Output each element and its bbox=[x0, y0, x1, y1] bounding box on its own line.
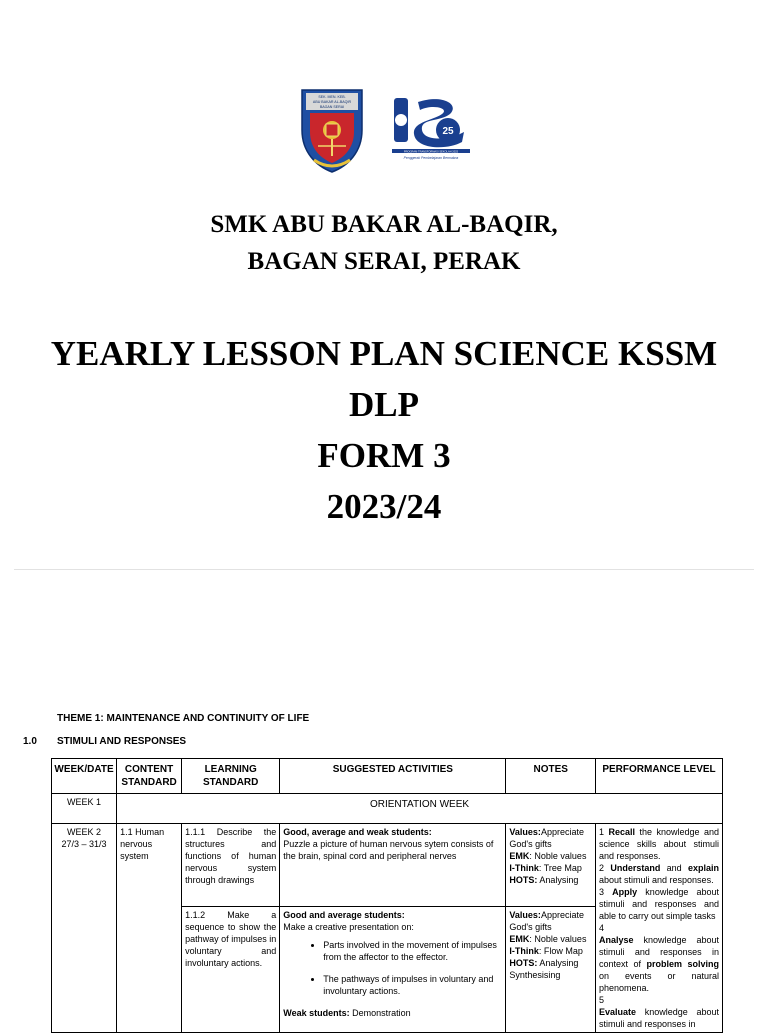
header-suggested-activities: SUGGESTED ACTIVITIES bbox=[280, 759, 506, 794]
header-learning-standard: LEARNING STANDARD bbox=[182, 759, 280, 794]
title-line-4: 2023/24 bbox=[326, 487, 442, 526]
list-item: • The pathways of impulses in voluntary and involuntary actions. bbox=[323, 973, 502, 997]
header-content-standard: CONTENT STANDARD bbox=[117, 759, 182, 794]
pl-2-keyword: Understand bbox=[610, 863, 661, 873]
notes-1-values-label: Values: bbox=[509, 827, 541, 837]
header-performance-level: PERFORMANCE LEVEL bbox=[596, 759, 723, 794]
notes-1-emk-text: : Noble values bbox=[529, 851, 587, 861]
table-row-week2-a bbox=[52, 824, 723, 907]
title-line-1: YEARLY LESSON PLAN SCIENCE KSSM bbox=[50, 334, 718, 373]
activity-1-text: Puzzle a picture of human nervous sytem consists of the brain, spinal cord and peripheral nerves bbox=[283, 839, 494, 861]
pl-4-text-2: on events or natural phenomena. bbox=[599, 971, 719, 993]
page-divider bbox=[14, 569, 754, 570]
header-notes: NOTES bbox=[506, 759, 596, 794]
notes-1-hots-text: Analysing bbox=[537, 875, 579, 885]
title-line-3: FORM 3 bbox=[317, 436, 451, 475]
pl-5-keyword: Evaluate bbox=[599, 1007, 637, 1017]
notes-2-hots-label: HOTS: bbox=[509, 958, 538, 968]
ts25-line-1: PROGRAM TRANSFORMASI SEKOLAH 2025 bbox=[403, 150, 459, 154]
notes-2-values-label: Values: bbox=[509, 910, 541, 920]
notes-2-values-text: Appreciate God's gifts bbox=[509, 910, 584, 932]
activity-2-weak-text: Demonstration bbox=[349, 1008, 411, 1018]
week2-cell bbox=[52, 824, 117, 1033]
notes-1-ithink-text: : Tree Map bbox=[538, 863, 582, 873]
week2-date: 27/3 – 31/3 bbox=[61, 839, 107, 849]
activity-2-weak-label: Weak students: bbox=[283, 1008, 350, 1018]
pl-5-number: 5 bbox=[599, 995, 605, 1005]
title-line-2: DLP bbox=[349, 385, 419, 424]
orientation-text-cell: ORIENTATION WEEK bbox=[117, 794, 723, 824]
pl-2-number: 2 bbox=[599, 863, 611, 873]
notes-2-ithink-label: I-Think bbox=[509, 946, 539, 956]
school-name-line-1: SMK ABU BAKAR AL-BAQIR, bbox=[210, 211, 558, 238]
orientation-week-cell: WEEK 1 bbox=[52, 794, 117, 824]
crest-line-2: ABU BAKAR AL-BAQIR bbox=[312, 100, 352, 104]
ts25-logo bbox=[390, 92, 472, 162]
header-week-date: WEEK/DATE bbox=[52, 759, 117, 794]
theme-heading: THEME 1: MAINTENANCE AND CONTINUITY OF LIFE bbox=[57, 713, 310, 724]
logo-area bbox=[0, 86, 768, 176]
notes-2-emk-text: : Noble values bbox=[529, 934, 587, 944]
notes-1-hots-label: HOTS: bbox=[509, 875, 538, 885]
activity-2-list bbox=[283, 939, 502, 997]
pl-4-keyword: Analyse bbox=[599, 935, 634, 945]
ts25-line-2: Penggerak Pembelajaran Bermakna bbox=[403, 156, 459, 160]
activity-1-heading: Good, average and weak students: bbox=[283, 827, 432, 837]
crest-line-3: BAGAN SERAI bbox=[319, 105, 345, 109]
subtopic-title: STIMULI AND RESPONSES bbox=[57, 736, 187, 747]
pl-3-keyword: Apply bbox=[612, 887, 638, 897]
pl-2-keyword-2: explain bbox=[687, 863, 719, 873]
notes-1-emk-label: EMK bbox=[509, 851, 530, 861]
crest-line-1: SEK. MEN. KEB. bbox=[318, 95, 346, 99]
notes-2-hots-text: Analysing Synthesising bbox=[509, 958, 579, 980]
subtopic-number: 1.0 bbox=[23, 736, 37, 747]
pl-5-text: knowledge about stimuli and responses in bbox=[599, 1007, 719, 1029]
lesson-plan-table bbox=[51, 758, 723, 1033]
svg-text:25: 25 bbox=[442, 126, 454, 137]
notes-1-cell bbox=[506, 824, 596, 907]
subtopic-heading bbox=[23, 736, 186, 747]
school-name-line-2: BAGAN SERAI, PERAK bbox=[247, 248, 521, 275]
activity-2-heading: Good and average students: bbox=[283, 910, 405, 920]
table-header-row bbox=[52, 759, 723, 794]
pl-4-keyword-2: problem solving bbox=[646, 959, 719, 969]
content-standard-cell: 1.1 Human nervous system bbox=[117, 824, 182, 1033]
table-row-orientation bbox=[52, 794, 723, 824]
pl-4-text-1: knowledge about stimuli and responses in context of bbox=[599, 935, 719, 969]
pl-1-text: the knowledge and science skills about stimuli and responses. bbox=[599, 827, 719, 861]
document-title bbox=[0, 328, 768, 532]
pl-2-text: about stimuli and responses. bbox=[599, 875, 714, 885]
pl-1-number: 1 bbox=[599, 827, 609, 837]
list-item: • Parts involved in the movement of impulses from the affector to the effector. bbox=[323, 939, 502, 963]
activity-2-text: Make a creative presentation on: bbox=[283, 922, 414, 932]
notes-2-cell bbox=[506, 907, 596, 1033]
pl-4-number: 4 bbox=[599, 923, 605, 933]
pl-3-text: knowledge about stimuli and responses and able to carry out simple tasks bbox=[599, 887, 719, 921]
activity-1-cell bbox=[280, 824, 506, 907]
learning-standard-1-1-2: 1.1.2 Make a sequence to show the pathway of impulses in voluntary and involuntary actions. bbox=[182, 907, 280, 1033]
notes-2-ithink-text: : Flow Map bbox=[538, 946, 583, 956]
notes-1-ithink-label: I-Think bbox=[509, 863, 539, 873]
notes-2-emk-label: EMK bbox=[509, 934, 530, 944]
notes-1-values-text: Appreciate God's gifts bbox=[509, 827, 584, 849]
pl-1-keyword: Recall bbox=[608, 827, 636, 837]
school-name bbox=[0, 206, 768, 280]
pl-2-joiner: and bbox=[660, 863, 688, 873]
learning-standard-1-1-1: 1.1.1 Describe the structures and functions of human nervous system through drawings bbox=[182, 824, 280, 907]
pl-3-number: 3 bbox=[599, 887, 613, 897]
school-crest-logo bbox=[296, 86, 368, 174]
activity-2-cell bbox=[280, 907, 506, 1033]
performance-level-cell bbox=[596, 824, 723, 1033]
week2-label: WEEK 2 bbox=[67, 827, 102, 837]
